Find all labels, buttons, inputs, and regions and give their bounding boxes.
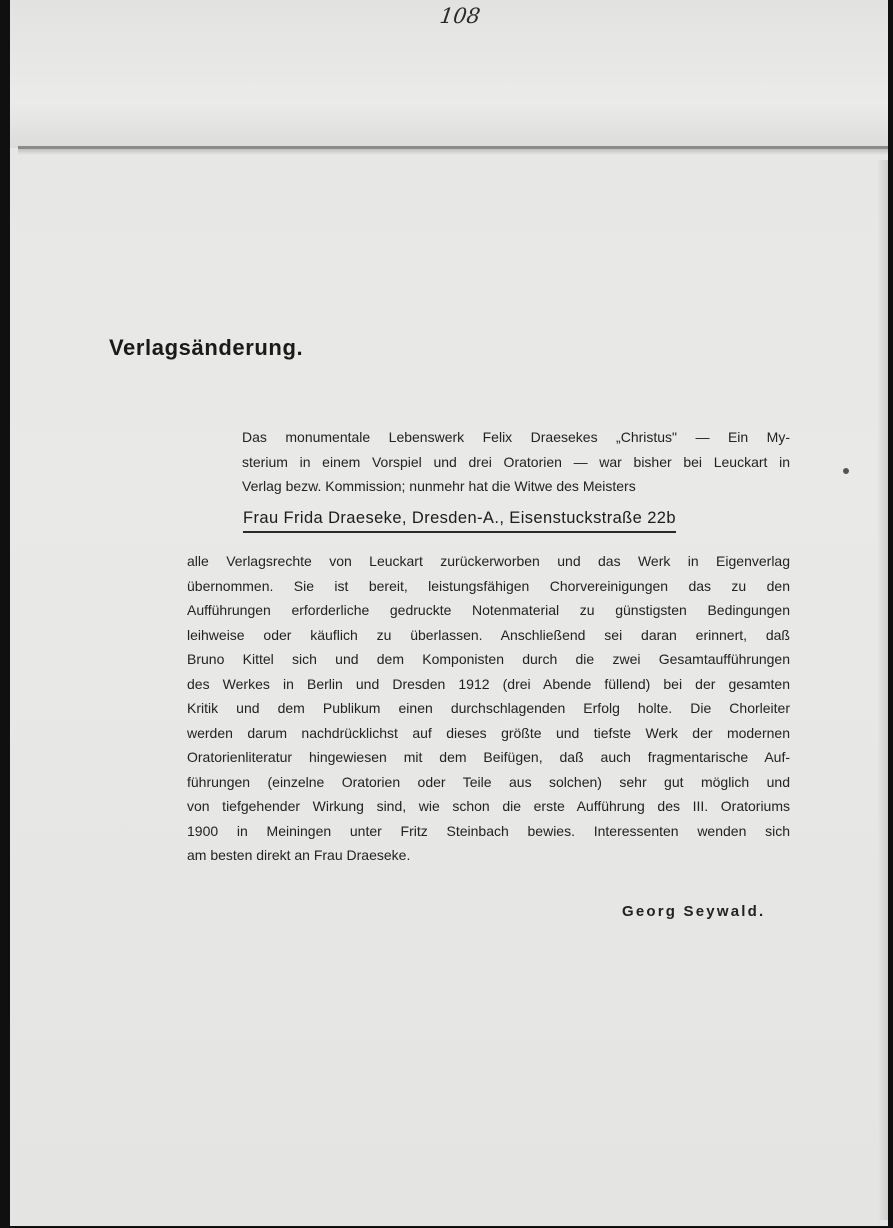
paragraph-line: werden darum nachdrücklichst auf dieses größte und tiefste Werk der modernen [187,724,790,741]
address-line: Frau Frida Draeseke, Dresden-A., Eisenstuckstraße 22b [243,509,676,533]
paragraph-line: Aufführungen erforderliche gedruckte Notenmaterial zu günstigsten Bedingungen [187,602,790,618]
paragraph-line: Das monumentale Lebenswerk Felix Draesekes „Christus" — Ein My- [242,429,790,445]
paragraph-line: leihweise oder käuflich zu überlassen. Anschließend sei daran erinnert, daß [187,626,790,643]
paragraph-line: übernommen. Sie ist bereit, leistungsfähigen Chorvereinigungen das zu den [187,577,790,594]
paragraph-line: Oratorienliteratur hingewiesen mit dem Beifügen, daß auch fragmentarische Auf- [187,749,790,765]
paragraph-line: Bruno Kittel sich und dem Komponisten durch die zwei Gesamtaufführungen [187,651,790,667]
paragraph-line: von tiefgehender Wirkung sind, wie schon die erste Aufführung des III. Oratoriums [187,798,790,814]
paragraph-line: Verlag bezw. Kommission; nunmehr hat die Witwe des Meisters [242,478,636,494]
paper-speck [843,468,849,474]
intro-paragraph [187,425,790,499]
paragraph-line: 1900 in Meiningen unter Fritz Steinbach bewies. Interessenten wenden sich [187,822,790,839]
page-title: Verlagsänderung. [109,335,304,360]
handwritten-page-number: 108 [438,4,482,28]
paragraph-line: Kritik und dem Publikum einen durchschlagenden Erfolg holte. Die Chorleiter [187,700,790,716]
paragraph-line: des Werkes in Berlin und Dresden 1912 (drei Abende füllend) bei der gesamten [187,675,790,692]
paragraph-line: sterium in einem Vorspiel und drei Oratorien — war bisher bei Leuckart in [242,453,790,470]
paragraph-line: am besten direkt an Frau Draeseke. [187,847,411,863]
paragraph-line: alle Verlagsrechte von Leuckart zurückerworben und das Werk in Eigenverlag [187,553,790,569]
signature: Georg Seywald. [622,903,766,920]
body-paragraph [187,549,790,868]
paragraph-line: führungen (einzelne Oratorien oder Teile aus solchen) sehr gut möglich und [187,773,790,790]
fold-shadow [18,149,888,155]
page-edge [878,160,888,1220]
